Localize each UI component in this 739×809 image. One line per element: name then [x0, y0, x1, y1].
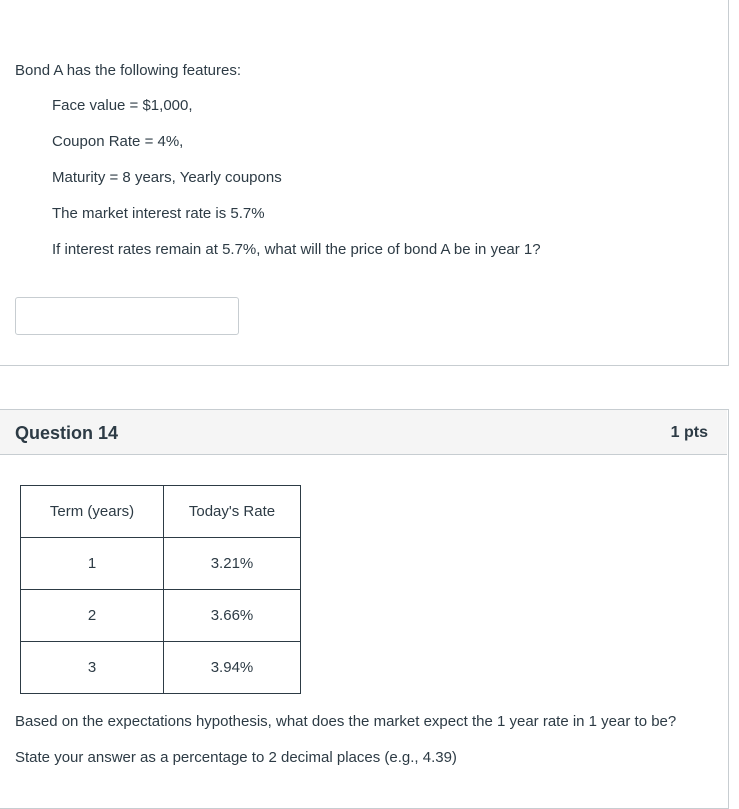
table-row: [21, 590, 301, 642]
feature-coupon-rate: Coupon Rate = 4%,: [52, 133, 184, 150]
feature-face-value: Face value = $1,000,: [52, 97, 193, 114]
answer-input[interactable]: [15, 297, 239, 335]
question-header: [0, 410, 727, 455]
cell-term: 1: [21, 538, 164, 590]
header-term: Term (years): [21, 486, 164, 538]
question-prompt: If interest rates remain at 5.7%, what will the price of bond A be in year 1?: [52, 241, 541, 258]
cell-rate: 3.66%: [164, 590, 301, 642]
question-14-card: [0, 409, 729, 809]
question-points: 1 pts: [670, 424, 708, 441]
cell-term: 2: [21, 590, 164, 642]
rates-table: [20, 485, 301, 694]
question-prompt: Based on the expectations hypothesis, what does the market expect the 1 year rate in 1 year to be?: [15, 713, 677, 730]
question-instruction: State your answer as a percentage to 2 decimal places (e.g., 4.39): [15, 749, 457, 766]
question-intro: Bond A has the following features:: [15, 62, 241, 79]
question-title: Question 14: [15, 423, 119, 443]
table-row: [21, 538, 301, 590]
table-row: [21, 642, 301, 694]
cell-rate: 3.21%: [164, 538, 301, 590]
table-header-row: [21, 486, 301, 538]
feature-maturity: Maturity = 8 years, Yearly coupons: [52, 169, 282, 186]
feature-market-rate: The market interest rate is 5.7%: [52, 205, 265, 222]
header-rate: Today's Rate: [164, 486, 301, 538]
question-13-card: [0, 0, 729, 366]
cell-rate: 3.94%: [164, 642, 301, 694]
cell-term: 3: [21, 642, 164, 694]
